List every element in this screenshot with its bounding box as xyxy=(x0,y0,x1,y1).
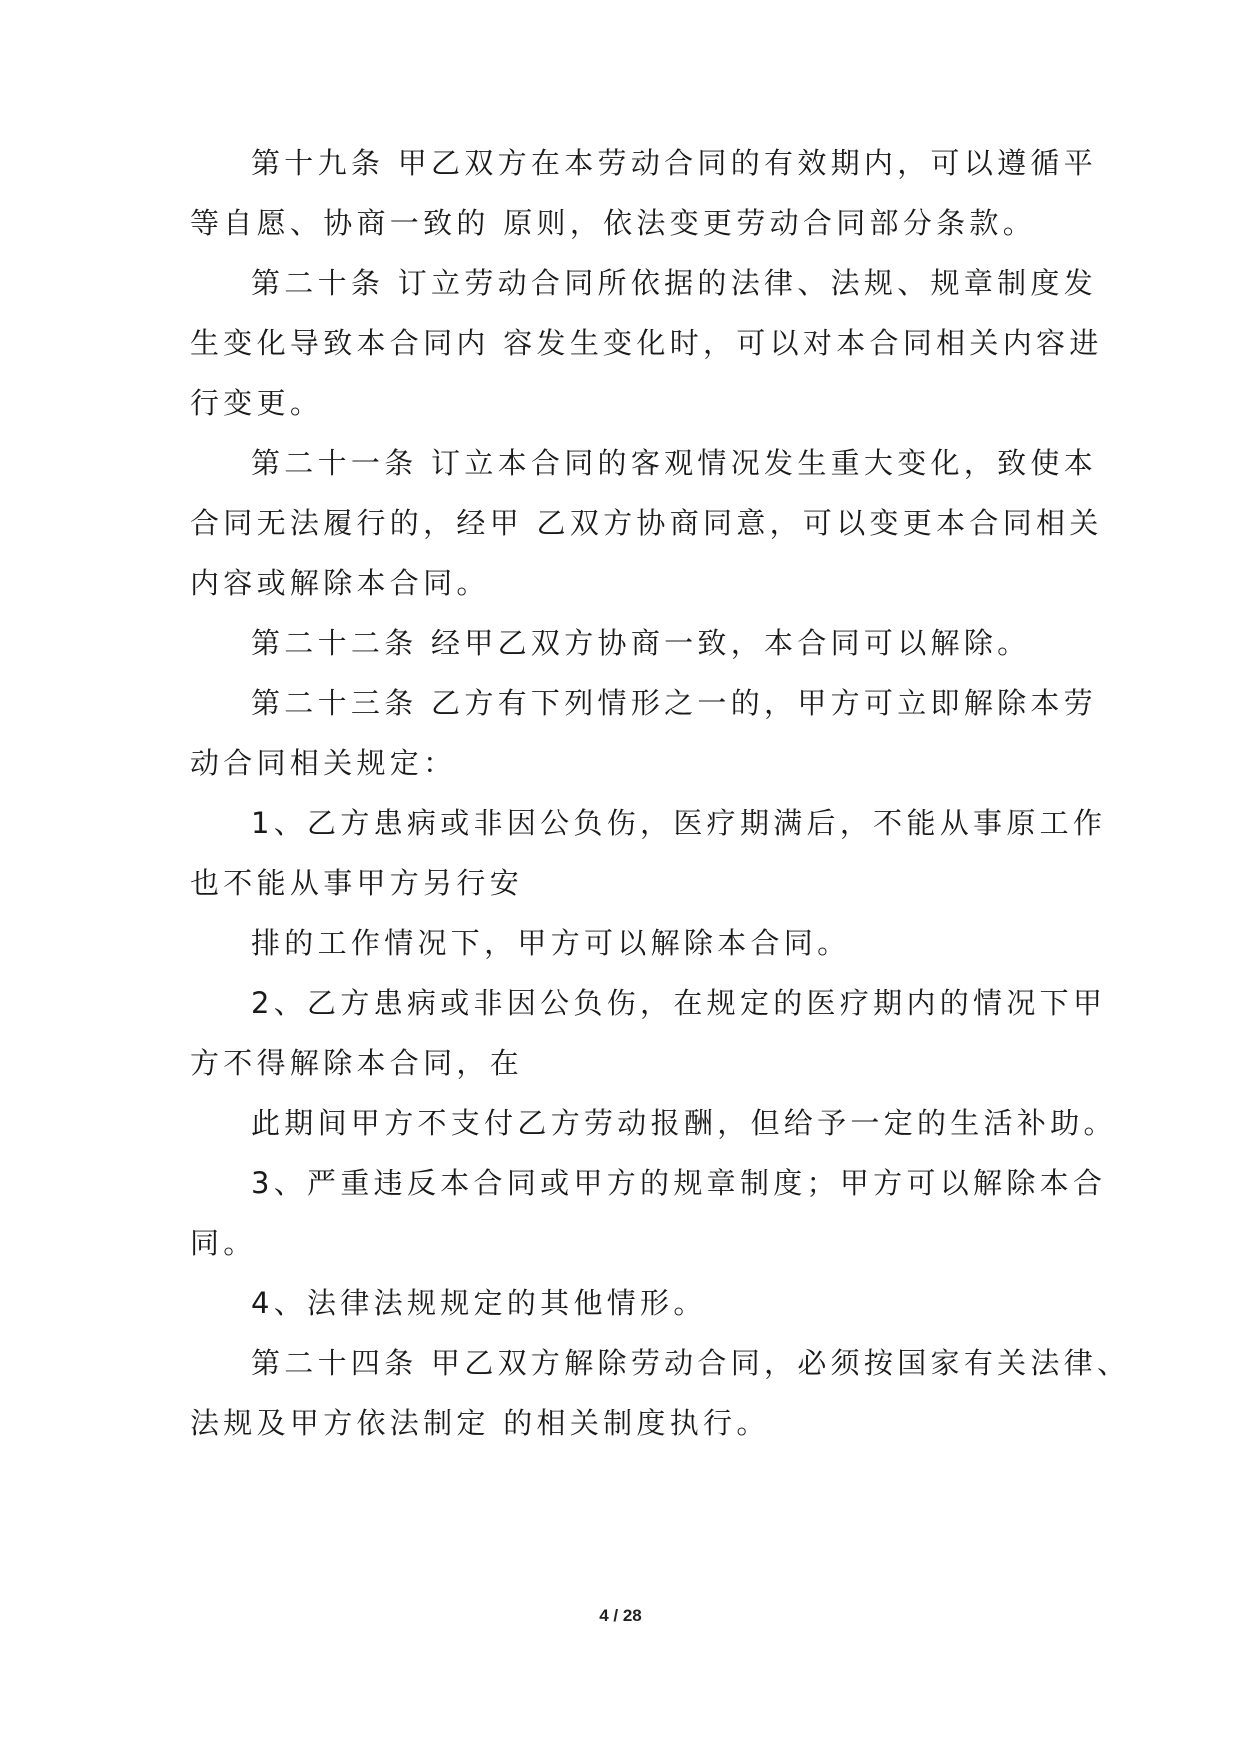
text-line: 合同无法履行的，经甲 乙双方协商同意，可以变更本合同相关 xyxy=(190,506,1103,540)
text-line: 4、法律法规规定的其他情形。 xyxy=(251,1286,707,1320)
text-line: 同。 xyxy=(190,1226,257,1260)
text-line: 第十九条 甲乙双方在本劳动合同的有效期内，可以遵循平 xyxy=(251,146,1098,180)
text-line: 第二十条 订立劳动合同所依据的法律、法规、规章制度发 xyxy=(251,266,1098,300)
text-line: 第二十一条 订立本合同的客观情况发生重大变化，致使本 xyxy=(251,446,1098,480)
text-line: 排的工作情况下，甲方可以解除本合同。 xyxy=(251,926,851,960)
page-number: 4 / 28 xyxy=(599,1606,642,1625)
text-line: 1、乙方患病或非因公负伤，医疗期满后，不能从事原工作 xyxy=(251,806,1107,840)
text-line: 此期间甲方不支付乙方劳动报酬，但给予一定的生活补助。 xyxy=(251,1106,1117,1140)
text-line: 也不能从事甲方另行安 xyxy=(190,866,524,900)
text-line: 第二十二条 经甲乙双方协商一致，本合同可以解除。 xyxy=(251,626,1031,660)
text-line: 等自愿、协商一致的 原则，依法变更劳动合同部分条款。 xyxy=(190,206,1037,240)
text-line: 第二十四条 甲乙双方解除劳动合同，必须按国家有关法律、 xyxy=(251,1346,1131,1380)
text-line: 法规及甲方依法制定 的相关制度执行。 xyxy=(190,1406,770,1440)
text-line: 动合同相关规定： xyxy=(190,746,457,780)
text-line: 2、乙方患病或非因公负伤，在规定的医疗期内的情况下甲 xyxy=(251,986,1107,1020)
text-line: 方不得解除本合同，在 xyxy=(190,1046,524,1080)
text-line: 生变化导致本合同内 容发生变化时，可以对本合同相关内容进 xyxy=(190,326,1103,360)
text-line: 3、严重违反本合同或甲方的规章制度；甲方可以解除本合 xyxy=(251,1166,1107,1200)
text-line: 行变更。 xyxy=(190,386,324,420)
text-line: 第二十三条 乙方有下列情形之一的，甲方可立即解除本劳 xyxy=(251,686,1098,720)
text-line: 内容或解除本合同。 xyxy=(190,566,490,600)
